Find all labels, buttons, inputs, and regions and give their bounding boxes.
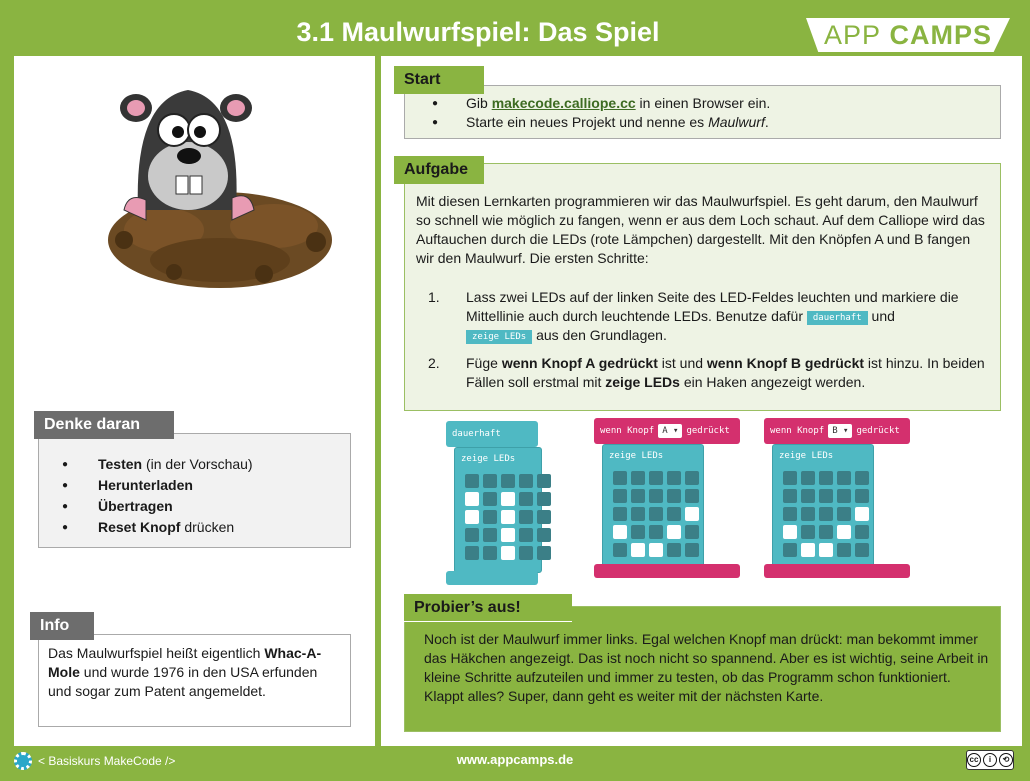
block-inner-label: zeige LEDs bbox=[779, 451, 834, 461]
list-item: ● Herunterladen bbox=[62, 475, 253, 496]
led-off[interactable] bbox=[649, 507, 663, 521]
led-grid bbox=[613, 471, 699, 557]
probier-title: Probier’s aus! bbox=[404, 594, 572, 622]
wenn-knopf-a-block bbox=[594, 418, 740, 578]
led-on[interactable] bbox=[501, 492, 515, 506]
led-on[interactable] bbox=[501, 510, 515, 524]
led-off[interactable] bbox=[855, 489, 869, 503]
knopf-a-dropdown[interactable]: A ▾ bbox=[658, 424, 682, 438]
led-off[interactable] bbox=[855, 543, 869, 557]
start-title: Start bbox=[394, 66, 484, 94]
header-bar bbox=[8, 8, 1022, 50]
led-off[interactable] bbox=[537, 528, 551, 542]
aufgabe-intro: Mit diesen Lernkarten programmieren wir das Maulwurfspiel. Es geht darum, den Maulwurf so schnell wie möglich zu fangen, wenn er aus dem Loch schaut. Auf dem Calliope wird das Auftauchen durch die LEDs (rote Lämpchen) dargestellt. Mit den Knöpfen A und B fangen wir den Maulwurf. Die ersten Schritte: bbox=[416, 193, 985, 266]
led-off[interactable] bbox=[685, 525, 699, 539]
dauerhaft-chip: dauerhaft bbox=[807, 311, 868, 325]
led-off[interactable] bbox=[837, 489, 851, 503]
led-off[interactable] bbox=[649, 489, 663, 503]
led-off[interactable] bbox=[667, 471, 681, 485]
led-off[interactable] bbox=[483, 474, 497, 488]
page-title: 3.1 Maulwurfspiel: Das Spiel bbox=[296, 17, 660, 47]
led-off[interactable] bbox=[613, 489, 627, 503]
led-off[interactable] bbox=[631, 489, 645, 503]
start-list bbox=[432, 94, 770, 132]
led-on[interactable] bbox=[649, 543, 663, 557]
led-off[interactable] bbox=[685, 543, 699, 557]
led-off[interactable] bbox=[465, 528, 479, 542]
cc-icon: cc bbox=[967, 753, 981, 767]
led-grid bbox=[783, 471, 869, 557]
mole-illustration bbox=[104, 80, 344, 292]
led-off[interactable] bbox=[667, 507, 681, 521]
denke-daran-title: Denke daran bbox=[34, 411, 174, 439]
led-off[interactable] bbox=[819, 471, 833, 485]
dauerhaft-block bbox=[446, 421, 542, 579]
makecode-link[interactable]: makecode.calliope.cc bbox=[491, 95, 636, 111]
led-off[interactable] bbox=[837, 543, 851, 557]
list-item: ● Starte ein neues Projekt und nenne es Maulwurf. bbox=[432, 113, 770, 132]
led-off[interactable] bbox=[649, 525, 663, 539]
led-off[interactable] bbox=[631, 525, 645, 539]
aufgabe-title: Aufgabe bbox=[394, 156, 484, 184]
led-off[interactable] bbox=[783, 507, 797, 521]
led-off[interactable] bbox=[483, 492, 497, 506]
list-item: ● Reset Knopf drücken bbox=[62, 517, 253, 538]
logo-app-text: APP bbox=[824, 20, 882, 50]
led-off[interactable] bbox=[519, 492, 533, 506]
knopf-b-dropdown[interactable]: B ▾ bbox=[828, 424, 852, 438]
led-on[interactable] bbox=[783, 525, 797, 539]
led-on[interactable] bbox=[855, 507, 869, 521]
creative-commons-badge bbox=[966, 750, 1014, 770]
led-off[interactable] bbox=[783, 471, 797, 485]
led-off[interactable] bbox=[837, 471, 851, 485]
footer bbox=[0, 746, 1030, 781]
led-off[interactable] bbox=[483, 546, 497, 560]
led-off[interactable] bbox=[819, 525, 833, 539]
led-off[interactable] bbox=[649, 471, 663, 485]
led-on[interactable] bbox=[501, 546, 515, 560]
info-title: Info bbox=[30, 612, 94, 640]
block-inner-label: zeige LEDs bbox=[609, 451, 664, 461]
led-on[interactable] bbox=[801, 543, 815, 557]
by-icon: i bbox=[983, 753, 997, 767]
led-off[interactable] bbox=[519, 510, 533, 524]
led-off[interactable] bbox=[483, 510, 497, 524]
logo-camps-text: CAMPS bbox=[889, 20, 993, 50]
led-on[interactable] bbox=[501, 528, 515, 542]
led-off[interactable] bbox=[667, 489, 681, 503]
led-on[interactable] bbox=[685, 507, 699, 521]
led-on[interactable] bbox=[819, 543, 833, 557]
led-off[interactable] bbox=[537, 492, 551, 506]
led-off[interactable] bbox=[501, 474, 515, 488]
led-off[interactable] bbox=[465, 546, 479, 560]
probier-text: Noch ist der Maulwurf immer links. Egal welchen Knopf man drückt: man bekommt immer das Häkchen angezeigt. Das ist noch nicht so spannend. Aber es ist wichtig, seine Arbeit in kleine Schritte aufzuteilen und immer zu testen, ob das Programm schon funktioniert. Klappt alles? Super, dann geht es weiter mit der nächsten Karte. bbox=[424, 631, 989, 704]
sa-icon: ⟲ bbox=[999, 753, 1013, 767]
denke-daran-list bbox=[62, 454, 253, 538]
block-hat-label: dauerhaft bbox=[446, 421, 538, 447]
led-off[interactable] bbox=[631, 507, 645, 521]
led-on[interactable] bbox=[667, 525, 681, 539]
led-off[interactable] bbox=[519, 528, 533, 542]
led-off[interactable] bbox=[613, 543, 627, 557]
led-off[interactable] bbox=[613, 471, 627, 485]
led-off[interactable] bbox=[837, 507, 851, 521]
led-off[interactable] bbox=[685, 471, 699, 485]
led-off[interactable] bbox=[819, 489, 833, 503]
led-off[interactable] bbox=[801, 525, 815, 539]
led-off[interactable] bbox=[819, 507, 833, 521]
led-off[interactable] bbox=[537, 474, 551, 488]
led-off[interactable] bbox=[483, 528, 497, 542]
list-item: ● Übertragen bbox=[62, 496, 253, 517]
wenn-knopf-b-block bbox=[764, 418, 910, 578]
led-off[interactable] bbox=[801, 489, 815, 503]
led-off[interactable] bbox=[537, 510, 551, 524]
block-hat-label: wenn Knopf A ▾ gedrückt bbox=[594, 418, 740, 444]
led-off[interactable] bbox=[783, 489, 797, 503]
led-off[interactable] bbox=[667, 543, 681, 557]
led-on[interactable] bbox=[837, 525, 851, 539]
led-off[interactable] bbox=[685, 489, 699, 503]
led-on[interactable] bbox=[465, 492, 479, 506]
list-item: ● Testen (in der Vorschau) bbox=[62, 454, 253, 475]
led-off[interactable] bbox=[801, 471, 815, 485]
led-on[interactable] bbox=[465, 510, 479, 524]
footer-url[interactable]: www.appcamps.de bbox=[456, 752, 574, 767]
led-off[interactable] bbox=[855, 525, 869, 539]
course-label: < Basiskurs MakeCode /> bbox=[14, 752, 175, 770]
led-on[interactable] bbox=[613, 525, 627, 539]
led-off[interactable] bbox=[801, 507, 815, 521]
info-text: Das Maulwurfspiel heißt eigentlich Whac-A-Mole und wurde 1976 in den USA erfunden und sogar zum Patent angemeldet. bbox=[48, 645, 322, 699]
led-off[interactable] bbox=[465, 474, 479, 488]
zeige-leds-chip: zeige LEDs bbox=[466, 330, 532, 344]
led-off[interactable] bbox=[855, 471, 869, 485]
list-item: ● Gib makecode.calliope.cc in einen Browser ein. bbox=[432, 94, 770, 113]
led-off[interactable] bbox=[519, 474, 533, 488]
led-off[interactable] bbox=[537, 546, 551, 560]
block-hat-label: wenn Knopf B ▾ gedrückt bbox=[764, 418, 910, 444]
led-off[interactable] bbox=[783, 543, 797, 557]
led-grid bbox=[465, 474, 551, 560]
led-off[interactable] bbox=[519, 546, 533, 560]
block-inner-label: zeige LEDs bbox=[461, 454, 516, 464]
led-on[interactable] bbox=[631, 543, 645, 557]
led-off[interactable] bbox=[631, 471, 645, 485]
lesson-card: 3.1 Maulwurfspiel: Das Spiel APP CAMPS Denke daran ● Testen (in der Vorschau) ● Herunterladen ● Übertragen ● Reset Knopf drücken Info Das Maulwurfspiel heißt eigentlich Whac-A-Mole und wurde 1976 in den USA erfunden und sogar zum Patent angemeldet. Start ● Gib makecode.calliope.cc in einen Browser ein. ● Starte ein neues Projekt und nenne es Maulwurf. Aufgabe Mit diesen Lernkarten programmieren wir das Maulwurfspiel. Es geht darum, den Maulwurf so schnell wie möglich zu fangen, wenn er aus dem Loch schaut. Auf dem Calliope wird das Auftauchen durch die LEDs (rote Lämpchen) dargestellt. Mit den Knöpfen A und B fangen wir den Maulwurf. Die ersten Schritte: 1. Lass zwei LEDs auf der linken Seite des LED-Feldes leuchten und markiere die Mittellinie auch durch leuchtende LEDs. Benutze dafür dauerhaft und zeige LEDs aus den Grundlagen. 2. Füge wenn Knopf A gedrückt ist und wenn Knopf B gedrückt ist hinzu. In beiden Fällen soll erstmal mit zeige LEDs ein Haken angezeigt werden. dauerhaft zeige LEDs wenn Knopf A ▾ gedrückt zeige LEDs wenn Knopf B ▾ gedrückt zeige LEDs Probier’s aus! Noch ist der Maulwurf immer links. Egal welchen Knopf man drückt: man bekommt immer das Häkchen angezeigt. Das ist noch nicht so spannend. Aber es ist wichtig, seine Arbeit in kleine Schritte aufzuteilen und immer zu testen, ob das Programm schon funktioniert. Klappt alles? Super, dann geht es weiter mit der nächsten Karte. < Basiskurs MakeCode /> www.appcamps.de cc i ⟲ bbox=[0, 0, 1030, 781]
appcamps-logo bbox=[806, 18, 1010, 52]
led-off[interactable] bbox=[613, 507, 627, 521]
